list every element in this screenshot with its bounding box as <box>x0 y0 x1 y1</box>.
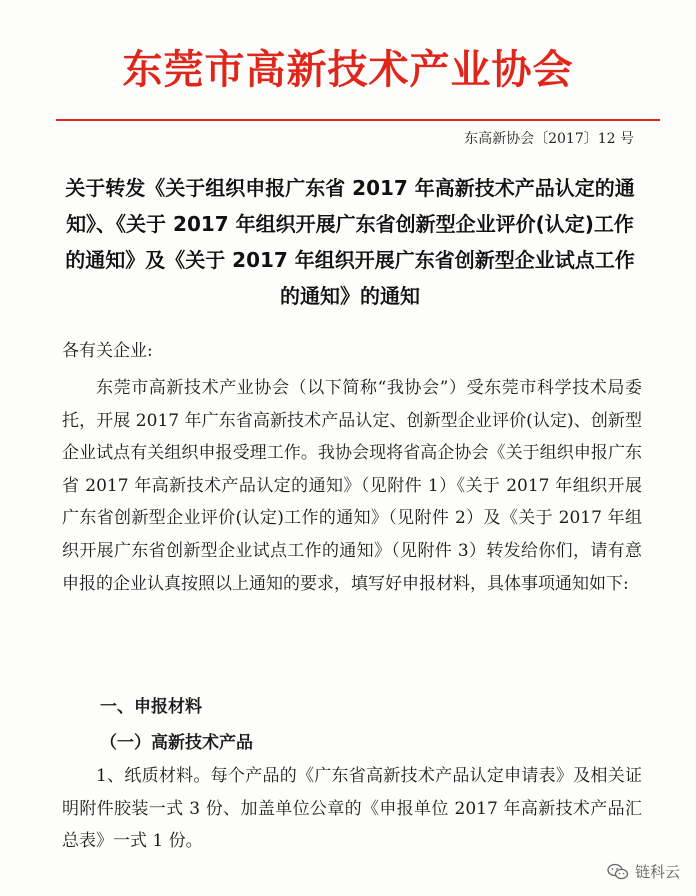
document-number: 东高新协会〔2017〕12 号 <box>464 131 634 147</box>
salutation: 各有关企业: <box>62 341 153 361</box>
watermark-text: 链科云 <box>634 863 680 881</box>
wechat-icon <box>607 863 629 881</box>
item-paragraph: 1、纸质材料。每个产品的《广东省高新技术产品认定申请表》及相关证明附件胶装一式 3 份、加盖单位公章的《申报单位 2017 年高新技术产品汇总表》一式 1 份。 <box>62 766 642 852</box>
subsection-heading: （一）高新技术产品 <box>100 733 253 753</box>
watermark <box>607 861 680 882</box>
section-heading: 一、申报材料 <box>100 697 202 717</box>
letterhead-rule <box>56 119 660 121</box>
letterhead-title: 东莞市高新技术产业协会 <box>122 47 574 93</box>
notice-title: 关于转发《关于组织申报广东省 2017 年高新技术产品认定的通知》、《关于 2017 年组织开展广东省创新型企业评价(认定)工作的通知》及《关于 2017 年组织开展广东省创新型企业试点工作的通知》的通知 <box>65 176 635 308</box>
body-paragraph: 东莞市高新技术产业协会（以下简称“我协会”）受东莞市科学技术局委托，开展 2017 年广东省高新技术产品认定、创新型企业评价(认定)、创新型企业试点有关组织申报受理工作。我协会现将省高企协会《关于组织申报广东省 2017 年高新技术产品认定的通知》（见附件 1）《关于 2017 年组织开展广东省创新型企业评价(认定)工作的通知》（见附件 2）及《关于 2017 年组织开展广东省创新型企业试点工作的通知》（见附件 3）转发给你们，请有意申报的企业认真按照以上通知的要求，填写好申报材料，具体事项通知如下: <box>62 378 642 594</box>
